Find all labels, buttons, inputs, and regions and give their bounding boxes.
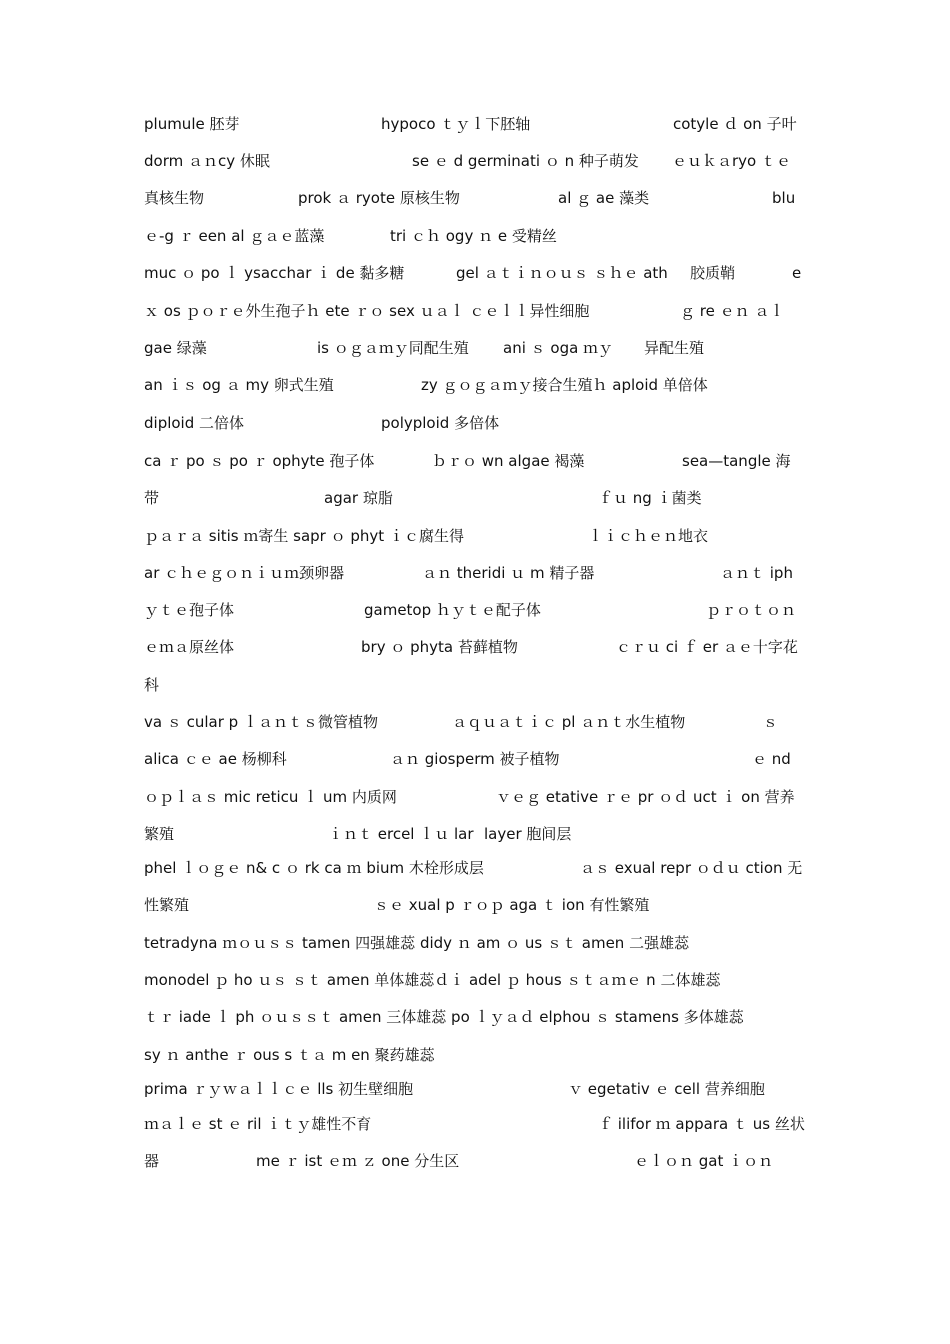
- text-line: [0, 1077, 950, 1101]
- term-entry: 胶质鞘: [690, 264, 736, 282]
- term-entry: ｅ nd: [752, 750, 791, 768]
- term-entry: ａｎ theridi ｕ m 精子器: [422, 564, 595, 582]
- term-entry: ａｎｔ iph: [720, 564, 793, 582]
- term-entry: tri ｃｈ ogy ｎ e 受精丝: [390, 227, 557, 245]
- term-entry: 器: [144, 1152, 160, 1170]
- term-entry: va ｓ cular p ｌａｎｔｓ微管植物: [144, 713, 378, 731]
- term-entry: sea—tangle 海: [682, 452, 791, 470]
- text-line: [0, 524, 950, 548]
- term-entry: ｐｒｏｔｏｎ: [706, 601, 797, 619]
- text-line: [0, 710, 950, 734]
- text-line: [0, 449, 950, 473]
- term-entry: 异配生殖: [644, 339, 705, 357]
- text-line: [0, 224, 950, 248]
- term-entry: monodel ｐ ho ｕｓ ｓｔ amen 单体雄蕊ｄｉ adel ｐ hous ｓｔａｍｅ n 二体雄蕊: [144, 971, 721, 989]
- term-entry: layer 胞间层: [484, 825, 572, 843]
- text-line: [0, 149, 950, 173]
- term-entry: blu: [772, 189, 796, 207]
- text-line: [0, 673, 950, 697]
- term-entry: ar ｃｈｅｇｏｎｉｕｍ颈卵器: [144, 564, 345, 582]
- term-entry: hypoco ｔｙｌ下胚轴: [381, 115, 531, 133]
- term-entry: diploid 二倍体: [144, 414, 245, 432]
- term-entry: ｆｕ ng ｉ菌类: [598, 489, 702, 507]
- term-entry: ｆ ilifor ｍ appara ｔ us 丝状: [598, 1115, 805, 1133]
- text-line: [0, 747, 950, 771]
- term-entry: prok ａ ryote 原核生物: [298, 189, 460, 207]
- term-entry: gametop ｈｙｔｅ配子体: [364, 601, 541, 619]
- term-entry: ｉｎｔ ercel ｌｕ lar: [328, 825, 474, 843]
- text-line: [0, 635, 950, 659]
- term-entry: an ｉｓ og ａ my 卵式生殖: [144, 376, 334, 394]
- term-entry: gel ａｔｉｎｏｕｓ ｓｈｅ ath: [456, 264, 668, 282]
- term-entry: ｍａｌｅ st ｅ ril ｉｔｙ雄性不育: [144, 1115, 372, 1133]
- text-line: [0, 1043, 950, 1067]
- term-entry: alica ｃｅ ae 杨柳科: [144, 750, 287, 768]
- term-entry: al ｇ ae 藻类: [558, 189, 650, 207]
- term-entry: ｙｔｅ孢子体: [144, 601, 235, 619]
- text-line: [0, 299, 950, 323]
- term-entry: sy ｎ anthe ｒ ous s ｔａ m en 聚药雄蕊: [144, 1046, 435, 1064]
- term-entry: is ｏｇａｍｙ同配生殖: [317, 339, 469, 357]
- text-line: [0, 1149, 950, 1173]
- term-entry: ｌｉｃｈｅｎ地衣: [588, 527, 709, 545]
- text-line: [0, 186, 950, 210]
- term-entry: ｅｕｋａryo ｔｅ: [672, 152, 791, 170]
- text-line: [0, 112, 950, 136]
- term-entry: bry ｏ phyta 苔藓植物: [361, 638, 518, 656]
- term-entry: cotyle ｄ on 子叶: [673, 115, 797, 133]
- term-entry: ca ｒ po ｓ po ｒ ophyte 孢子体: [144, 452, 375, 470]
- term-entry: ｔｒ iade ｌ ph ｏｕｓｓｔ amen 三体雄蕊 po ｌｙａｄ elphou ｓ stamens 多体雄蕊: [144, 1008, 744, 1026]
- term-entry: agar 琼脂: [324, 489, 393, 507]
- term-entry: ｅｍａ原丝体: [144, 638, 235, 656]
- term-entry: e: [792, 264, 802, 282]
- term-entry: ａｑｕａｔｉｃ pl ａｎｔ水生植物: [452, 713, 686, 731]
- text-line: [0, 1005, 950, 1029]
- text-line: [0, 373, 950, 397]
- term-entry: ｖ egetativ ｅ cell 营养细胞: [568, 1080, 765, 1098]
- term-entry: se ｅ d germinati ｏ n 种子萌发: [412, 152, 639, 170]
- term-entry: gae 绿藻: [144, 339, 207, 357]
- text-line: [0, 931, 950, 955]
- term-entry: phel ｌｏｇｅ n& c ｏ rk ca ｍ bium 木栓形成层: [144, 859, 484, 877]
- term-entry: ｖｅｇ etative ｒｅ pr ｏｄ uct ｉ on 营养: [496, 788, 795, 806]
- term-entry: plumule 胚芽: [144, 115, 240, 133]
- term-entry: ａｎ giosperm 被子植物: [390, 750, 560, 768]
- term-entry: ｅｌｏｎ gat ｉｏｎ: [634, 1152, 774, 1170]
- term-entry: ｃｒｕ ci ｆ er ａｅ十字花: [616, 638, 798, 656]
- term-entry: ａｓ exual repr ｏｄｕ ction 无: [580, 859, 803, 877]
- term-entry: 性繁殖: [144, 896, 190, 914]
- term-entry: 繁殖: [144, 825, 175, 843]
- term-entry: polyploid 多倍体: [381, 414, 500, 432]
- text-line: [0, 261, 950, 285]
- text-line: [0, 1112, 950, 1136]
- text-line: [0, 893, 950, 917]
- text-line: [0, 598, 950, 622]
- text-line: [0, 785, 950, 809]
- term-entry: ｓ: [763, 713, 779, 731]
- text-line: [0, 822, 950, 846]
- term-entry: 带: [144, 489, 160, 507]
- text-line: [0, 856, 950, 880]
- term-entry: tetradyna ｍｏｕｓｓ tamen 四强雄蕊 didy ｎ am ｏ us ｓｔ amen 二强雄蕊: [144, 934, 690, 952]
- term-entry: dorm ａｎcy 休眠: [144, 152, 270, 170]
- term-entry: ｇ re ｅｎ ａｌ: [680, 302, 785, 320]
- text-line: [0, 486, 950, 510]
- term-entry: ｓｅ xual p ｒｏｐ aga ｔ ion 有性繁殖: [374, 896, 650, 914]
- term-entry: zy ｇｏｇａｍｙ接合生殖ｈ aploid 单倍体: [421, 376, 708, 394]
- text-line: [0, 561, 950, 585]
- term-entry: ｘ os ｐｏｒｅ外生孢子ｈ ete ｒｏ sex ｕａｌ ｃｅｌｌ异性细胞: [144, 302, 590, 320]
- term-entry: ｂｒｏ wn algae 褐藻: [432, 452, 585, 470]
- term-entry: muc ｏ po ｌ ysacchar ｉ de 黏多糖: [144, 264, 405, 282]
- text-line: [0, 411, 950, 435]
- term-entry: ｏｐｌａｓ mic reticu ｌ um 内质网: [144, 788, 397, 806]
- text-line: [0, 336, 950, 360]
- term-entry: ｐａｒａ sitis ｍ寄生 sapr ｏ phyt ｉｃ腐生得: [144, 527, 464, 545]
- term-entry: 真核生物: [144, 189, 205, 207]
- term-entry: prima ｒｙｗａｌｌｃｅ lls 初生壁细胞: [144, 1080, 414, 1098]
- term-entry: 科: [144, 676, 160, 694]
- term-entry: ｅ-g ｒ een al ｇａｅ蓝藻: [144, 227, 325, 245]
- text-line: [0, 968, 950, 992]
- term-entry: me ｒ ist ｅｍ ｚ one 分生区: [256, 1152, 460, 1170]
- term-entry: ani ｓ oga ｍｙ: [503, 339, 614, 357]
